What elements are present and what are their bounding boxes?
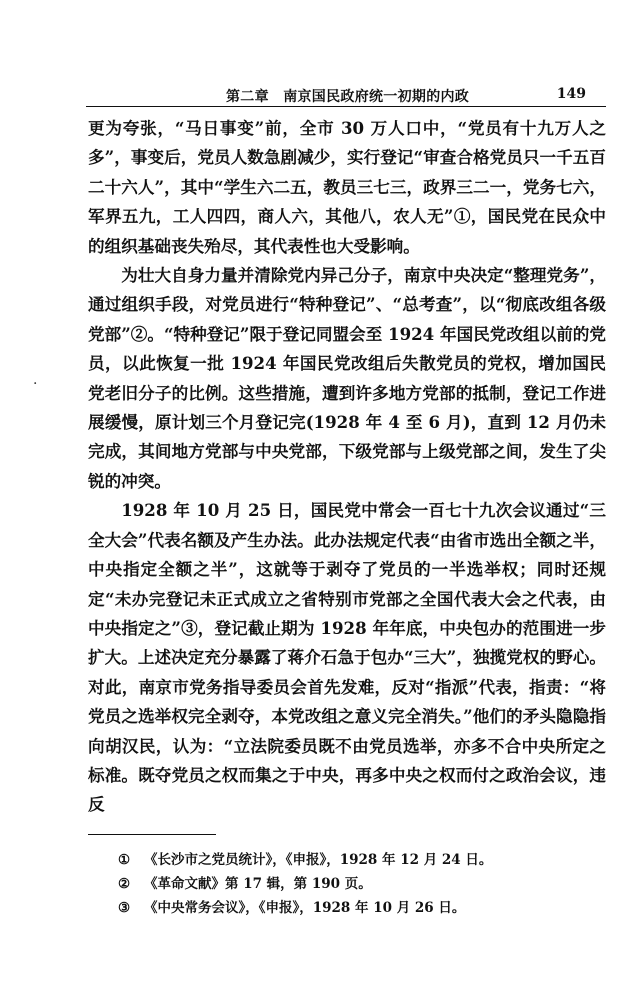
chapter-title: 第二章 南京国民政府统一初期的内政 [226, 89, 470, 105]
footnote-text: 《中央常务会议》，《申报》，1928 年 10 月 26 日。 [144, 900, 466, 916]
footnote-mark: ② [118, 876, 131, 892]
page-number: 149 [556, 86, 586, 102]
footnote-3 [118, 896, 588, 920]
running-header [86, 84, 586, 108]
header-rule [86, 106, 606, 107]
footnotes [118, 848, 588, 920]
body-text [88, 114, 606, 820]
footnote-text: 《长沙市之党员统计》，《申报》，1928 年 12 月 24 日。 [144, 852, 493, 868]
footnote-mark: ③ [118, 900, 131, 916]
paragraph-1: 更为夸张，“马日事变”前，全市 30 万人口中，“党员有十九万人之多”，事变后，党员人数急剧减少，实行登记“审查合格党员只一千五百二十六人”，其中“学生六二五，教员三七三，政界三二一，党务七六，军界五九，工人四四，商人六，其他八，农人无”①，国民党在民众中的组织基础丧失殆尽，其代表性也大受影响。 [88, 118, 606, 256]
paragraph-2: 为壮大自身力量并清除党内异己分子，南京中央决定“整理党务”，通过组织手段，对党员进行“特种登记”、“总考查”，以“彻底改组各级党部”②。“特种登记”限于登记同盟会至 1924 年国民党改组以前的党员，以此恢复一批 1924 年国民党改组后失散党员的党权，增加国民党老旧分子的比例。这些措施，遭到许多地方党部的抵制，登记工作进展缓慢，原计划三个月登记完(1928 年 4 至 6 月)，直到 12 月仍未完成，其间地方党部与中央党部，下级党部与上级党部之间，发生了尖锐的冲突。 [88, 265, 606, 491]
footnote-mark: ① [118, 852, 131, 868]
footnote-rule [88, 834, 216, 835]
paragraph-3: 1928 年 10 月 25 日，国民党中常会一百七十九次会议通过“三全大会”代表名额及产生办法。此办法规定代表“由省市选出全额之半，中央指定全额之半”，这就等于剥夺了党员的一半选举权；同时还规定“未办完登记未正式成立之省特别市党部之全国代表大会之代表，由中央指定之”③，登记截止期为 1928 年年底，中央包办的范围进一步扩大。上述决定充分暴露了蒋介石急于包办“三大”，独揽党权的野心。对此，南京市党务指导委员会首先发难，反对“指派”代表，指责：“将党员之选举权完全剥夺，本党改组之意义完全消失。”他们的矛头隐隐指向胡汉民，认为：“立法院委员既不由党员选举，亦多不合中央所定之标准。既夺党员之权而集之于中央，再多中央之权而付之政治会议，违反 [88, 500, 606, 815]
margin-mark: · [33, 376, 38, 392]
footnote-text: 《革命文献》第 17 辑，第 190 页。 [144, 876, 372, 892]
footnote-1 [118, 848, 588, 872]
footnote-2 [118, 872, 588, 896]
